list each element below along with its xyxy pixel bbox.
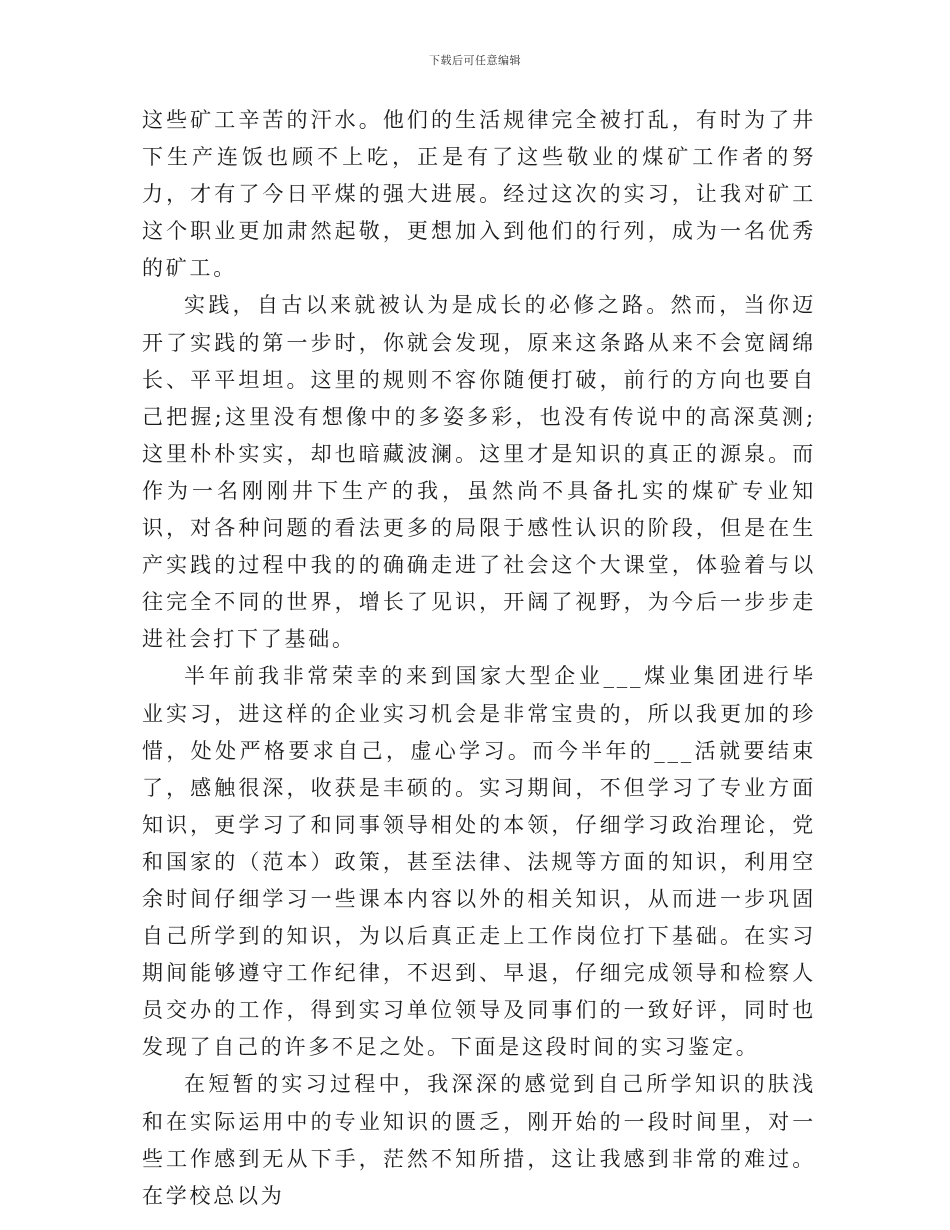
paragraph-practice: 实践，自古以来就被认为是成长的必修之路。然而，当你迈开了实践的第一步时，你就会发现，原来这条路从来不会宽阔绵长、平平坦坦。这里的规则不容你随便打破，前行的方向也要自己把握;这里没有想像中的多姿多彩，也没有传说中的高深莫测;这里朴朴实实，却也暗藏波澜。这里才是知识的真正的源泉。而作为一名刚刚井下生产的我，虽然尚不具备扎实的煤矿专业知识，对各种问题的看法更多的局限于感性认识的阶段，但是在生产实践的过程中我的的确确走进了社会这个大课堂，体验着与以往完全不同的世界，增长了见识，开阔了视野，为今后一步步走进社会打下了基础。 [142, 293, 816, 652]
page-header: 下载后可任意编辑 [429, 54, 521, 67]
paragraph-internship: 半年前我非常荣幸的来到国家大型企业___煤业集团进行毕业实习，进这样的企业实习机会是非常宝贵的，所以我更加的珍惜，处处严格要求自己，虚心学习。而今半年的___活就要结束了，感触很深，收获是丰硕的。实习期间，不但学习了专业方面知识，更学习了和同事领导相处的本领，仔细学习政治理论，党和国家的（范本）政策，甚至法律、法规等方面的知识，利用空余时间仔细学习一些课本内容以外的相关知识，从而进一步巩固自己所学到的知识，为以后真正走上工作岗位打下基础。在实习期间能够遵守工作纪律，不迟到、早退，仔细完成领导和检察人员交办的工作，得到实习单位领导及同事们的一致好评，同时也发现了自己的许多不足之处。下面是这段时间的实习鉴定。 [142, 664, 816, 1060]
paragraph-continuation: 这些矿工辛苦的汗水。他们的生活规律完全被打乱，有时为了井下生产连饭也顾不上吃，正是有了这些敬业的煤矿工作者的努力，才有了今日平煤的强大进展。经过这次的实习，让我对矿工这个职业更加肃然起敬，更想加入到他们的行列，成为一名优秀的矿工。 [142, 108, 816, 281]
document-body [142, 102, 816, 1215]
paragraph-reflection: 在短暂的实习过程中，我深深的感觉到自己所学知识的肤浅和在实际运用中的专业知识的匮乏，刚开始的一段时间里，对一些工作感到无从下手，茫然不知所措，这让我感到非常的难过。在学校总以为 [142, 1072, 816, 1208]
